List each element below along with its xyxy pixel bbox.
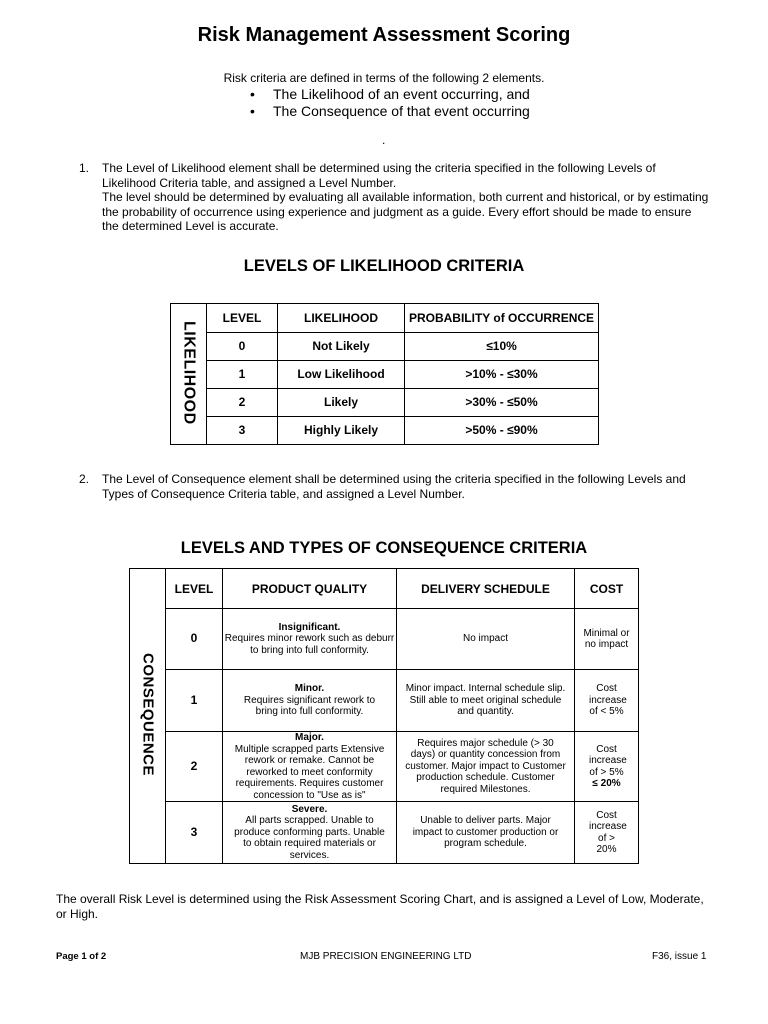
quality-title: Severe. [291,803,328,815]
likelihood-section-title: LEVELS OF LIKELIHOOD CRITERIA [243,257,525,275]
table-row [171,388,599,416]
bullet-consequence: • The Consequence of that event occurring [248,103,530,120]
consequence-level-cell: 0 [166,609,223,670]
paragraph-1-text: The Level of Likelihood element shall be determined using the criteria specified in the following Levels of Likelihood Criteria table, and assigned a Level Number. [102,161,656,190]
element-bullet-list [248,86,530,120]
cost-upper-limit: ≤ 20% [592,778,621,789]
consequence-quality-cell [223,802,397,864]
consequence-header-level: LEVEL [166,569,223,609]
table-row [171,416,599,444]
likelihood-name-cell: Low Likelihood [278,360,405,388]
consequence-header-quality: PRODUCT QUALITY [223,569,397,609]
likelihood-probability-cell: >30% - ≤50% [405,388,599,416]
consequence-delivery-cell: No impact [397,609,575,670]
paragraph-2-number: 2. [79,472,90,486]
quality-title: Minor. [294,683,325,695]
consequence-level-cell: 1 [166,670,223,732]
consequence-cost-cell: Cost increase of < 5% [575,670,639,732]
quality-text: Requires minor rework such as deburr to bring into full conformity. [224,633,395,656]
consequence-cost-cell: Minimal or no impact [575,609,639,670]
quality-title: Major. [295,732,324,743]
likelihood-probability-cell: >10% - ≤30% [405,360,599,388]
table-row [130,609,639,670]
likelihood-name-cell: Highly Likely [278,416,405,444]
quality-title: Insignificant. [278,621,341,633]
consequence-delivery-cell: Requires major schedule (> 30 days) or quantity concession from customer. Major impact to Customer production schedule. Customer required Milestones. [397,732,575,802]
separator-dot: . [382,133,386,147]
quality-text: Requires significant rework to bring into full conformity. [243,694,376,718]
footer-page-number: Page 1 of 2 [56,951,107,962]
likelihood-level-cell: 0 [207,333,278,361]
likelihood-level-cell: 2 [207,388,278,416]
likelihood-header-level: LEVEL [207,304,278,333]
likelihood-table [170,303,599,445]
paragraph-2-text: The Level of Consequence element shall be determined using the criteria specified in the following Levels and Types of Consequence Criteria table, and assigned a Level Number. [102,472,686,501]
consequence-quality-cell [223,670,397,732]
consequence-section-title: LEVELS AND TYPES OF CONSEQUENCE CRITERIA [180,539,588,557]
table-row [130,732,639,802]
consequence-table [129,568,639,864]
likelihood-side-label: LIKELIHOOD [171,304,207,445]
paragraph-1 [79,161,719,233]
likelihood-level-cell: 1 [207,360,278,388]
consequence-delivery-cell: Unable to deliver parts. Major impact to customer production or program schedule. [397,802,575,864]
table-row [171,333,599,361]
consequence-level-cell: 2 [166,732,223,802]
bullet-likelihood: • The Likelihood of an event occurring, and [248,86,530,103]
consequence-cost-cell: Cost increase of > 20% [575,802,639,864]
table-row [171,360,599,388]
consequence-quality-cell [223,609,397,670]
likelihood-header-probability: PROBABILITY of OCCURRENCE [405,304,599,333]
likelihood-level-cell: 3 [207,416,278,444]
likelihood-probability-cell: ≤10% [405,333,599,361]
table-row [130,802,639,864]
consequence-quality-cell [223,732,397,802]
likelihood-header-likelihood: LIKELIHOOD [278,304,405,333]
likelihood-name-cell: Not Likely [278,333,405,361]
intro-text: Risk criteria are defined in terms of the following 2 elements. [223,71,545,85]
paragraph-2 [79,472,719,502]
footer-company: MJB PRECISION ENGINEERING LTD [300,951,472,962]
closing-paragraph: The overall Risk Level is determined using the Risk Assessment Scoring Chart, and is assigned a Level of Low, Moderate, or High. [56,892,704,921]
quality-text: Multiple scrapped parts Extensive rework or remake. Cannot be reworked to meet conformity requirements. Requires customer concession to "Use as is" [234,743,385,801]
consequence-level-cell: 3 [166,802,223,864]
paragraph-1-number: 1. [79,161,90,175]
consequence-delivery-cell: Minor impact. Internal schedule slip. Still able to meet original schedule and quantity. [397,670,575,732]
consequence-side-label: CONSEQUENCE [130,569,166,864]
consequence-header-delivery: DELIVERY SCHEDULE [397,569,575,609]
likelihood-name-cell: Likely [278,388,405,416]
cost-text: Cost increase of > 5% [589,743,627,778]
table-row [130,670,639,732]
quality-text: All parts scrapped. Unable to produce conforming parts. Unable to obtain required materials or services. [234,815,385,861]
consequence-cost-cell [575,732,639,802]
footer-issue: F36, issue 1 [652,951,707,962]
consequence-header-cost: COST [575,569,639,609]
likelihood-probability-cell: >50% - ≤90% [405,416,599,444]
page-title: Risk Management Assessment Scoring [197,24,571,46]
paragraph-1-text-continued: The level should be determined by evaluating all available information, both current and historical, or by estimating the probability of occurrence using experience and judgment as a guide. Every effort should be made to ensure the determined Level is accurate. [102,190,709,233]
